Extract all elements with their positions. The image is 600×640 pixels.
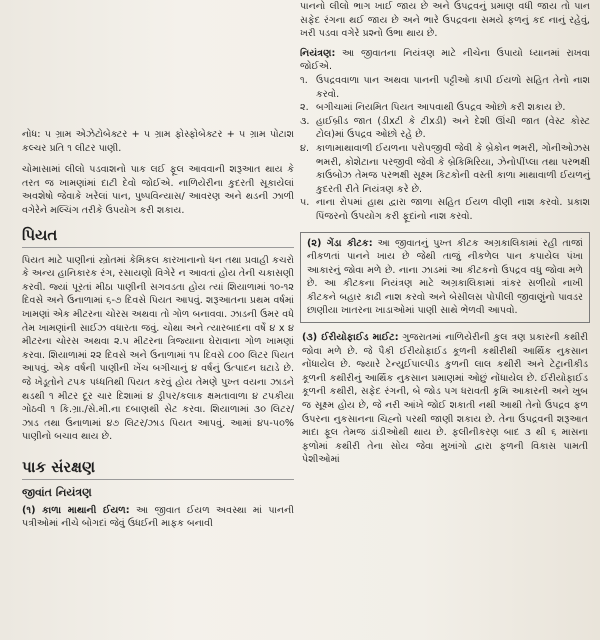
irrigation-heading: પિયત (22, 226, 294, 248)
control-text: આ જીવાતના નિયંત્રણ માટે નીચેના ઉપાયો ધ્યાનમાં રાખવા જોઈએ. (300, 47, 590, 73)
right-column (300, 0, 590, 475)
pest1-lead: (૧) કાળા માથાની ઈયળ: (22, 504, 130, 516)
pest2-box (300, 232, 590, 324)
control-item: ૩. હાઈબ્રીડ જાત (ડીxટી કે ટીxડી) અને દેશી ઊંચી જાત (વેસ્ટ કોસ્ટ ટોલ)માં ઉપદ્રવ ઓછો રહે છે. (300, 115, 590, 141)
pest3-text: ગુજરાતમાં નાળિયેરીની કુલ ત્રણ પ્રકારની કથીરી જોવા મળે છે. જે પૈકી ઈરીયોફાઈડ કૂળની કથીરીથી આર્થિક નુકસાન નોંધાયેલ છે. જ્યારે ટેન્યુઈપાલ્પીડ કુળની લાલ કથીરી અને ટેટ્રાનીકીડ કૂળની કથીરીનું આર્થિક નુકસાન પ્રમાણમાં ઓછું નોંધાયેલ છે. ઈરીયોફાઈડ કૂળની કથીરી, સફેદ રંગની, બે જોડ પગ ધરાવતી કૃમિ આકારની અને ખુબ જ સૂક્ષ્મ હોય છે, જે નરી આંખે જોઈ શકાતી નથી આથી તેનો ઉપદ્રવ ફળ ઉપરના નુકસાનના ચિહ્નો પરથી જાણી શકાય છે. તેના ઉપદ્રવની શરૂઆત માદા ફૂલ તેમજ ડાંડીઓથી થાય છે. ફલીનીકરણ બાદ ૩ થી ૬ માસના ફળોમાં કથીરી તેના સોય જેવા મુખાંગો દ્વારા ફળની વિકાસ પામતી પેશીઓમાં (302, 332, 588, 466)
note-text: નોધ: ૫ ગ્રામ એઝેટોબેક્ટર + ૫ ગ્રામ ફોસ્ફોબેક્ટર + ૫ ગ્રામ પોટાશ કલ્ચર પ્રતિ ૧ લીટર પાણી. (22, 129, 294, 154)
pest1-text: આ જીવાત ઈયળ અવસ્થા માં પાનની પત્રીઓમાં નીચે બોગદાં જેવું ઉધઈની માફક બનાવી (22, 504, 294, 530)
control-item: ૪. કાળામાથાવાળી ઈયળના પરોપજીવી જેવી કે બ્રેકોન ભમરી, ગોનીઓઝસ ભમરી, કોશેટાના પરજીવી જેવી કે બ્રેકિમિરિયા, ઝેનોપીંપ્લા તથા પરભક્ષી કાઉબોઝ તેમજ પરભક્ષી સૂક્ષ્મ કિટકોની વસ્તી કાળા માથાવાળી ઈયળનું કુદરતી રીતે નિયંત્રણ કરે છે. (300, 142, 590, 195)
pest2-text: આ જીવાતનું પુખ્ત કીટક અગ્રકાલિકામાં રહી તાજાં નીકળતાં પાનને ખાય છે જેથી તાજું નીકળેલ પાન કપાયેલ પંખા આકારનું જોવા મળે છે. નાના ઝાડમાં આ કીટકનો ઉપદ્રવ વધુ જોવા મળે છે. આ કીટકના નિયંત્રણ માટે અગ્રકાલિકામાં ત્રાંકર સળીયો નાખી કીટકને બહાર કાઢી નાશ કરવો અને બેસીલસ પોપીલી જીવાણુંનો પાવડર છાણીયા ખાતરના ખાડાઓમાં પાણી સાથે ભેળવી આપવો. (307, 237, 583, 317)
control-lead: નિયંત્રણ: (300, 47, 336, 59)
control-item: ૨. બગીચામાં નિયમિત પિયત આપવાથી ઉપદ્રવ ઓછો કરી શકાય છે. (300, 102, 566, 114)
pest-control-subheading: જીવાંત નિયંત્રણ (22, 485, 92, 499)
control-intro (300, 47, 590, 74)
blank-area (22, 0, 294, 128)
irrigation-paragraph: પિયત માટે પાણીનાં સ્ત્રોતમાં કેમિકલ કારખાનાનો ધન તથા પ્રવાહી કચરો કે અન્ય હાનિકારક રંગ, રસાયણો વિગેરે ન આવતાં હોય તેની ચકાસણી કરવી. જ્યાં પૂરતાં મીઠા પાણીની સગવડતા હોય ત્યાં શિયાળામાં ૧૦-૧૨ દિવસે અને ઉનાળામાં ૬-૭ દિવસે પિયત આપવું. શરૂઆતના પ્રથમ વર્ષમાં ખામણાં એક મીટરના ચોરસ અથવા તો ગોળ બનાવવા. ઝાડની ઉમર વધે તેમ ખામણાંની સાઈઝ વધારતા જવું. ચોથા અને ત્યારબાદના વર્ષે ૪ x ૪ મીટરના ચોરસ અથવા ૨.૫ મીટરના ત્રિજ્યાના ઘેરાવાના ગોળ ખામણાં કરવા. શિયાળામાં ૨૨ દિવસે અને ઉનાળામાં ૧૫ દિવસે ૮૦૦ લિટર પિયત આપવું. એક વર્ષની પાણીની ખેંચ બગીચાનું ૪ વર્ષનું ઉત્પાદન ઘટાડે છે. જે ખેડૂતોને ટપક પધ્ધતિથી પિયત કરવું હોય તેમણે પુખ્ત વયના ઝાડને થડથી ૧ મીટર દૂર ચાર દિશામાં ૪ ડ્રીપર/કલાક ક્ષમતાવાળા ૪ ટપકીયા ગોઠવી ૧ કિ.ગ્રા./સે.મી.ના દબાણથી સેટ કરવા. શિયાળામાં ૩૦ લિટર/ઝાડ તથા ઉનાળામાં ૪૭ લિટર/ઝાડ પિયત આપવું. આમાં ૪૫-૫૦% પાણીનો બચાવ થાય છે. (22, 254, 294, 443)
control-item: ૧. ઉપદ્રવવાળા પાન અથવા પાનની પટ્ટીઓ કાપી ઈયળો સહિત તેનો નાશ કરવો. (300, 74, 590, 100)
pest2-lead: (૨) ગેંડા કીટક: (307, 237, 373, 249)
crop-protection-heading: પાક સંરક્ષણ (22, 458, 294, 480)
pest2-paragraph (307, 237, 583, 319)
intro-paragraph: ચોમાસામાં લીલો પડવાશનો પાક લઈ ફૂલ આવવાની શરૂઆત થાય કે તરત જ ખામણાંમાં દાટી દેવો જોઈએ. નાળિયેરીના કુદરતી સૂકાયેલાં અવશેષો જેવાકે ખરેલાં પાન, પુષ્પવિન્યાસ/ આવરણ અને થડની ઝાળી વગેરેને મલ્ચિંગ તરીકે ઉપયોગ કરી શકાય. (22, 164, 294, 216)
pest3-section (300, 331, 590, 467)
damage-paragraph: પાનનો લીલો ભાગ ખાઈ જાય છે અને ઉપદ્રવનું પ્રમાણ વધી જાય તો પાન સફેદ રંગના થઈ જાય છે અને ભારે ઉપદ્રવના સમયે ફળનું કદ નાનું રહેવું, ખરી પડવા વગેરે પ્રશ્નો ઉભા થાય છે. (300, 1, 590, 40)
pest3-lead: (૩) ઈરીયોફાઈડ માઈટ: (302, 332, 399, 344)
left-column (22, 0, 294, 531)
control-item: ૫. નાના રોપમાં હાથ દ્વારા જાળા સહિત ઈયળ વીણી નાશ કરવો. પ્રકાશ પિંજરનો ઉપયોગ કરી ફૂદાંનો નાશ કરવો. (300, 197, 590, 222)
pest1-paragraph (22, 504, 294, 531)
control-list (300, 74, 590, 224)
pest3-paragraph (302, 331, 588, 467)
